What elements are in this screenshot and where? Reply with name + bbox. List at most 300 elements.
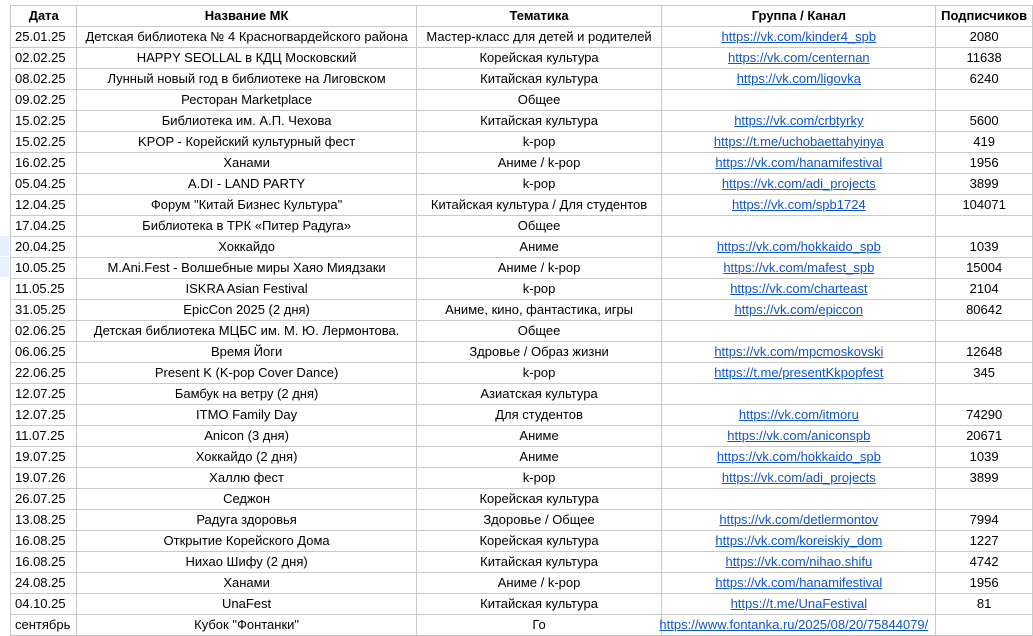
cell-date-text: 04.10.25 [15,596,66,611]
cell-group[interactable] [662,132,936,153]
cell-theme[interactable] [416,48,662,69]
cell-date[interactable] [11,321,77,342]
cell-subscribers[interactable] [936,405,1033,426]
cell-name-text: Форум "Китай Бизнес Культура" [150,197,343,212]
cell-theme[interactable] [416,132,662,153]
cell-name-text: Кубок "Фонтанки" [194,617,300,632]
cell-theme[interactable] [416,216,662,237]
cell-date-text: 17.04.25 [15,218,66,233]
group-link[interactable]: https://t.me/presentKkpopfest [714,365,884,380]
cell-theme-text: Китайская культура [480,71,598,86]
cell-subscribers[interactable] [936,258,1033,279]
cell-theme-text: Аниме / k-pop [497,155,581,170]
cell-subscribers[interactable] [936,615,1033,636]
cell-name-text: A.DI - LAND PARTY [187,176,306,191]
table-row [11,216,1033,237]
cell-date[interactable] [11,237,77,258]
cell-theme[interactable] [416,279,662,300]
cell-theme[interactable] [416,468,662,489]
cell-group[interactable] [662,279,936,300]
cell-name[interactable] [77,447,416,468]
cell-name[interactable] [77,216,416,237]
cell-subscribers-text: 345 [973,365,995,380]
cell-name[interactable] [77,132,416,153]
cell-date[interactable] [11,615,77,636]
cell-subscribers-text: 81 [976,596,992,611]
cell-group[interactable] [662,531,936,552]
cell-name[interactable] [77,426,416,447]
cell-subscribers[interactable] [936,90,1033,111]
cell-subscribers[interactable] [936,153,1033,174]
cell-theme[interactable] [416,405,662,426]
cell-date-text: 13.08.25 [15,512,66,527]
header-name[interactable]: Название МК [77,6,416,27]
cell-group[interactable] [662,237,936,258]
table-row [11,48,1033,69]
cell-name[interactable] [77,552,416,573]
cell-date-text: 11.07.25 [15,428,65,443]
cell-group[interactable] [662,216,936,237]
cell-date[interactable] [11,69,77,90]
cell-date-text: 16.02.25 [15,155,66,170]
cell-group[interactable] [662,552,936,573]
cell-date[interactable] [11,531,77,552]
cell-subscribers[interactable] [936,447,1033,468]
cell-name-text: Бамбук на ветру (2 дня) [174,386,319,401]
cell-subscribers[interactable] [936,573,1033,594]
cell-name-text: Детская библиотека МЦБС им. М. Ю. Лермонтова. [93,323,400,338]
cell-group[interactable] [662,573,936,594]
cell-theme-text: Аниме [519,239,559,254]
cell-name[interactable] [77,615,416,636]
table-row [11,489,1033,510]
cell-date[interactable] [11,426,77,447]
cell-subscribers[interactable] [936,216,1033,237]
spreadsheet-table [10,5,1033,636]
group-link[interactable]: https://vk.com/hokkaido_spb [716,239,881,254]
cell-name-text: HAPPY SEOLLAL в КДЦ Московский [136,50,357,65]
cell-subscribers[interactable] [936,468,1033,489]
cell-subscribers-text: 3899 [969,470,999,485]
header-theme[interactable]: Тематика [416,6,662,27]
cell-subscribers-text: 12648 [966,344,1003,359]
cell-subscribers[interactable] [936,69,1033,90]
row-header-strip [0,5,9,636]
cell-group[interactable] [662,510,936,531]
cell-theme[interactable] [416,615,662,636]
cell-name-text: Хоккайдо [218,239,275,254]
cell-group[interactable] [662,468,936,489]
cell-name[interactable] [77,195,416,216]
cell-theme[interactable] [416,489,662,510]
cell-subscribers[interactable] [936,594,1033,615]
cell-date[interactable] [11,384,77,405]
cell-name-text: Халлю фест [209,470,284,485]
table-row [11,321,1033,342]
cell-date[interactable] [11,342,77,363]
cell-date-text: 12.04.25 [15,197,66,212]
group-link[interactable]: https://vk.com/hanamifestival [715,575,883,590]
cell-name-text: Библиотека им. А.П. Чехова [161,113,332,128]
cell-group[interactable] [662,174,936,195]
cell-theme[interactable] [416,594,662,615]
table-row [11,426,1033,447]
table-row [11,69,1033,90]
cell-date[interactable] [11,111,77,132]
cell-group[interactable] [662,153,936,174]
cell-subscribers-text: 11638 [966,50,1002,65]
cell-theme[interactable] [416,426,662,447]
cell-name[interactable] [77,111,416,132]
cell-subscribers[interactable] [936,363,1033,384]
table-row [11,174,1033,195]
table-row [11,27,1033,48]
group-link[interactable]: https://www.fontanka.ru/2025/08/20/75844079/ [659,617,929,632]
cell-subscribers-text: 5600 [969,113,999,128]
cell-group[interactable] [662,258,936,279]
cell-group[interactable] [659,615,936,636]
group-link[interactable]: https://vk.com/centernan [728,50,870,65]
cell-name[interactable] [77,594,416,615]
cell-date-text: 08.02.25 [15,71,66,86]
cell-name-text: Библиотека в ТРК «Питер Радуга» [142,218,351,233]
cell-name-text: KPOP - Корейский культурный фест [138,134,356,149]
cell-name-text: Открытие Корейского Дома [163,533,330,548]
table-row [11,111,1033,132]
cell-theme-text: Здоровье / Общее [483,512,595,527]
cell-date-text: 12.07.25 [15,386,66,401]
group-link[interactable]: https://vk.com/charteast [730,281,868,296]
cell-date-text: 26.07.25 [15,491,66,506]
cell-name-text: UnaFest [222,596,272,611]
cell-theme-text: Аниме, кино, фантастика, игры [445,302,634,317]
cell-date[interactable] [11,300,77,321]
cell-date-text: 31.05.25 [15,302,66,317]
cell-subscribers[interactable] [936,237,1033,258]
cell-subscribers-text: 7994 [969,512,999,527]
row-marker [0,236,9,256]
cell-name[interactable] [77,363,416,384]
cell-theme[interactable] [416,195,662,216]
cell-date-text: 15.02.25 [15,134,66,149]
cell-name-text: Ресторан Marketplace [181,92,313,107]
cell-date[interactable] [11,195,77,216]
cell-name-text: M.Ani.Fest - Волшебные миры Хаяо Миядзаки [107,260,386,275]
cell-subscribers[interactable] [936,510,1033,531]
cell-group[interactable] [662,384,936,405]
cell-name[interactable] [77,510,416,531]
group-link[interactable]: https://vk.com/detlermontov [719,512,879,527]
header-date[interactable]: Дата [11,6,77,27]
cell-group[interactable] [662,195,936,216]
cell-theme-text: k-pop [522,365,556,380]
cell-subscribers[interactable] [936,27,1033,48]
cell-subscribers-text: 2080 [969,29,999,44]
cell-name-text: Детская библиотека № 4 Красногвардейского района [85,29,408,44]
cell-theme[interactable] [416,90,662,111]
table-row [11,237,1033,258]
group-link[interactable]: https://vk.com/mafest_spb [723,260,875,275]
cell-theme[interactable] [416,384,662,405]
cell-name-text: Ханами [223,155,270,170]
cell-group[interactable] [662,69,936,90]
cell-theme-text: k-pop [522,470,556,485]
cell-group[interactable] [662,426,936,447]
cell-theme-text: Аниме / k-pop [497,575,581,590]
cell-group[interactable] [662,405,936,426]
cell-name[interactable] [77,342,416,363]
cell-date-text: 19.07.26 [15,470,66,485]
cell-group[interactable] [662,90,936,111]
cell-subscribers-text: 1956 [969,155,999,170]
cell-theme[interactable] [416,27,662,48]
cell-name[interactable] [77,321,416,342]
cell-date-text: 19.07.25 [15,449,66,464]
group-link[interactable]: https://vk.com/nihao.shifu [725,554,873,569]
cell-theme[interactable] [416,153,662,174]
table-row [11,363,1033,384]
cell-group[interactable] [662,342,936,363]
header-subscribers[interactable]: Подписчиков [936,6,1033,27]
cell-theme[interactable] [416,531,662,552]
cell-theme-text: Аниме [519,449,559,464]
table-row [11,132,1033,153]
group-link[interactable]: https://vk.com/adi_projects [721,176,876,191]
cell-group[interactable] [662,594,936,615]
table-row [11,258,1033,279]
group-link[interactable]: https://vk.com/aniconspb [727,428,871,443]
cell-date-text: 22.06.25 [15,365,66,380]
cell-subscribers[interactable] [936,489,1033,510]
cell-name[interactable] [77,69,416,90]
table-row [11,405,1033,426]
cell-name[interactable] [77,90,416,111]
cell-date[interactable] [11,363,77,384]
cell-date[interactable] [11,174,77,195]
cell-group[interactable] [662,48,936,69]
cell-theme-text: Общее [517,218,561,233]
cell-date[interactable] [11,153,77,174]
cell-theme[interactable] [416,258,662,279]
cell-subscribers-text: 419 [973,134,995,149]
table-row [11,300,1033,321]
cell-subscribers[interactable] [936,384,1033,405]
group-link[interactable]: https://vk.com/koreiskiy_dom [715,533,883,548]
cell-date[interactable] [11,468,77,489]
cell-date[interactable] [11,405,77,426]
cell-date[interactable] [11,132,77,153]
cell-name[interactable] [77,573,416,594]
cell-subscribers-text: 1039 [969,449,999,464]
cell-subscribers[interactable] [936,531,1033,552]
cell-theme-text: Корейская культура [479,50,599,65]
cell-theme-text: Аниме / k-pop [497,260,581,275]
cell-subscribers[interactable] [936,342,1033,363]
cell-name-text: Радуга здоровья [196,512,297,527]
cell-subscribers-text: 15004 [966,260,1003,275]
group-link[interactable]: https://vk.com/crbtyrky [734,113,864,128]
header-row [11,6,1033,27]
cell-date[interactable] [11,594,77,615]
cell-theme-text: Мастер-класс для детей и родителей [426,29,652,44]
cell-date[interactable] [11,447,77,468]
cell-theme[interactable] [416,552,662,573]
cell-subscribers[interactable] [936,132,1033,153]
cell-name[interactable] [77,300,416,321]
cell-theme-text: Азиатская культура [480,386,598,401]
cell-theme-text: Го [532,617,546,632]
cell-date-text: 11.05.25 [15,281,65,296]
cell-subscribers[interactable] [936,552,1033,573]
cell-theme-text: k-pop [522,281,556,296]
cell-name[interactable] [77,384,416,405]
cell-date-text: 06.06.25 [15,344,66,359]
cell-name[interactable] [77,237,416,258]
table-row [11,573,1033,594]
group-link[interactable]: https://vk.com/hokkaido_spb [716,449,881,464]
table-row [11,552,1033,573]
cell-group[interactable] [662,321,936,342]
cell-theme[interactable] [416,111,662,132]
group-link[interactable]: https://vk.com/itmoru [738,407,859,422]
cell-name[interactable] [77,174,416,195]
cell-date[interactable] [11,510,77,531]
table-row [11,384,1033,405]
cell-name[interactable] [77,27,416,48]
cell-theme-text: k-pop [522,134,556,149]
cell-subscribers[interactable] [936,300,1033,321]
cell-theme[interactable] [416,342,662,363]
cell-group[interactable] [662,363,936,384]
cell-date-text: 02.02.25 [15,50,66,65]
cell-group[interactable] [662,27,936,48]
cell-theme[interactable] [416,237,662,258]
cell-group[interactable] [662,111,936,132]
cell-name-text: Время Йоги [210,344,283,359]
group-link[interactable]: https://vk.com/adi_projects [721,470,876,485]
cell-subscribers-text: 2104 [969,281,999,296]
cell-group[interactable] [662,447,936,468]
cell-theme-text: Китайская культура / Для студентов [430,197,648,212]
cell-theme[interactable] [416,69,662,90]
cell-date-text: 02.06.25 [15,323,66,338]
group-link[interactable]: https://vk.com/epiccon [734,302,864,317]
cell-name[interactable] [77,468,416,489]
group-link[interactable]: https://vk.com/ligovka [736,71,861,86]
cell-date[interactable] [11,27,77,48]
cell-date-text: 09.02.25 [15,92,66,107]
cell-name-text: EpicCon 2025 (2 дня) [183,302,310,317]
cell-subscribers[interactable] [936,279,1033,300]
table-row [11,279,1033,300]
cell-theme-text: Китайская культура [480,554,598,569]
cell-date-text: 12.07.25 [15,407,66,422]
cell-date[interactable] [11,279,77,300]
group-link[interactable]: https://t.me/UnaFestival [730,596,868,611]
cell-date[interactable] [11,573,77,594]
cell-subscribers-text: 1039 [969,239,999,254]
table-row [11,195,1033,216]
cell-name-text: Ханами [223,575,270,590]
group-link[interactable]: https://vk.com/spb1724 [732,197,866,212]
group-link[interactable]: https://vk.com/hanamifestival [715,155,883,170]
cell-theme[interactable] [416,363,662,384]
cell-subscribers[interactable] [936,321,1033,342]
cell-theme[interactable] [416,174,662,195]
cell-group[interactable] [662,489,936,510]
cell-date-text: сентябрь [15,617,71,632]
group-link[interactable]: https://t.me/uchobaettahyinya [713,134,884,149]
cell-subscribers[interactable] [936,48,1033,69]
cell-theme-text: Общее [517,92,561,107]
row-marker [0,257,9,277]
cell-name-text: Лунный новый год в библиотеке на Лиговском [107,71,386,86]
cell-subscribers-text: 4742 [969,554,999,569]
cell-subscribers-text: 104071 [962,197,1006,212]
cell-name[interactable] [77,48,416,69]
cell-subscribers-text: 74290 [966,407,1003,422]
cell-date-text: 05.04.25 [15,176,66,191]
cell-theme[interactable] [416,510,662,531]
cell-date[interactable] [11,489,77,510]
cell-name-text: Present K (K-pop Cover Dance) [154,365,339,380]
cell-name[interactable] [77,405,416,426]
cell-subscribers[interactable] [936,426,1033,447]
cell-date-text: 16.08.25 [15,554,66,569]
header-group[interactable]: Группа / Канал [662,6,936,27]
cell-date-text: 20.04.25 [15,239,66,254]
cell-name[interactable] [77,531,416,552]
cell-name[interactable] [77,279,416,300]
cell-date-text: 16.08.25 [15,533,66,548]
cell-name[interactable] [77,153,416,174]
cell-theme[interactable] [416,300,662,321]
table-row [11,153,1033,174]
table-row [11,531,1033,552]
cell-date[interactable] [11,48,77,69]
table-row [11,342,1033,363]
cell-theme-text: Общее [517,323,561,338]
cell-name-text: ITMO Family Day [196,407,298,422]
cell-theme-text: k-pop [522,176,556,191]
cell-subscribers[interactable] [936,174,1033,195]
cell-subscribers-text: 80642 [966,302,1003,317]
cell-name[interactable] [77,489,416,510]
cell-subscribers-text: 1227 [969,533,999,548]
cell-date-text: 15.02.25 [15,113,66,128]
cell-name[interactable] [77,258,416,279]
cell-date[interactable] [11,90,77,111]
cell-subscribers[interactable] [936,111,1033,132]
cell-date-text: 25.01.25 [15,29,66,44]
cell-date[interactable] [11,216,77,237]
group-link[interactable]: https://vk.com/mpcmoskovski [714,344,884,359]
table-row [11,447,1033,468]
group-link[interactable]: https://vk.com/kinder4_spb [721,29,877,44]
cell-subscribers-text: 1956 [969,575,999,590]
cell-subscribers[interactable] [936,195,1033,216]
table-row [11,615,1033,636]
cell-theme[interactable] [416,321,662,342]
cell-date[interactable] [11,552,77,573]
cell-group[interactable] [662,300,936,321]
cell-theme[interactable] [416,447,662,468]
cell-name-text: ISKRA Asian Festival [185,281,308,296]
cell-date[interactable] [11,258,77,279]
table-row [11,594,1033,615]
cell-theme[interactable] [416,573,662,594]
cell-theme-text: Китайская культура [480,596,598,611]
